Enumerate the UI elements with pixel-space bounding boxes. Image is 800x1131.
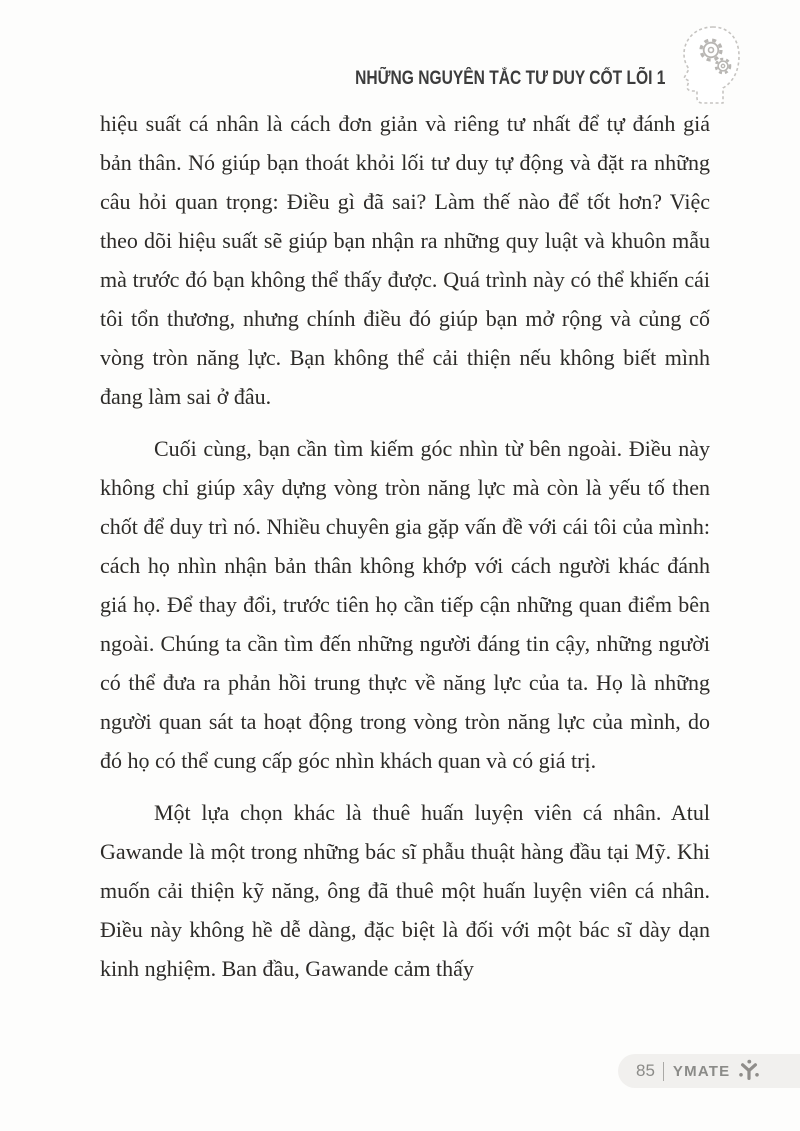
page-body bbox=[100, 104, 710, 1001]
page-footer bbox=[618, 1054, 800, 1088]
brand-name: YMATE bbox=[672, 1062, 731, 1080]
paragraph: hiệu suất cá nhân là cách đơn giản và riêng tư nhất để tự đánh giá bản thân. Nó giúp bạn thoát khỏi lối tư duy tự động và đặt ra những câu hỏi quan trọng: Điều gì đã sai? Làm thế nào để tốt hơn? Việc theo dõi hiệu suất sẽ giúp bạn nhận ra những quy luật và khuôn mẫu mà trước đó bạn không thể thấy được. Quá trình này có thể khiến cái tôi tổn thương, nhưng chính điều đó giúp bạn mở rộng và củng cố vòng tròn năng lực. Bạn không thể cải thiện nếu không biết mình đang làm sai ở đâu. bbox=[100, 111, 710, 409]
footer-divider bbox=[663, 1062, 664, 1081]
page-header bbox=[287, 24, 745, 104]
paragraph: Cuối cùng, bạn cần tìm kiếm góc nhìn từ bên ngoài. Điều này không chỉ giúp xây dựng vòng tròn năng lực mà còn là yếu tố then chốt để duy trì nó. Nhiều chuyên gia gặp vấn đề với cái tôi của mình: cách họ nhìn nhận bản thân không khớp với cách người khác đánh giá họ. Để thay đổi, trước tiên họ cần tiếp cận những quan điểm bên ngoài. Chúng ta cần tìm đến những người đáng tin cậy, những người có thể đưa ra phản hồi trung thực về năng lực của ta. Họ là những người quan sát ta hoạt động trong vòng tròn năng lực của mình, do đó họ có thể cung cấp góc nhìn khách quan và có giá trị. bbox=[100, 436, 710, 773]
running-title: NHỮNG NGUYÊN TẮC TƯ DUY CỐT LÕI 1 bbox=[354, 68, 665, 89]
paragraph: Một lựa chọn khác là thuê huấn luyện viên cá nhân. Atul Gawande là một trong những bác sĩ phẫu thuật hàng đầu tại Mỹ. Khi muốn cải thiện kỹ năng, ông đã thuê một huấn luyện viên cá nhân. Điều này không hề dễ dàng, đặc biệt là đối với một bác sĩ dày dạn kinh nghiệm. Ban đầu, Gawande cảm thấy bbox=[100, 800, 710, 981]
head-gears-icon bbox=[675, 24, 745, 104]
page-number: 85 bbox=[636, 1061, 655, 1080]
ymate-logo-icon bbox=[737, 1059, 761, 1083]
